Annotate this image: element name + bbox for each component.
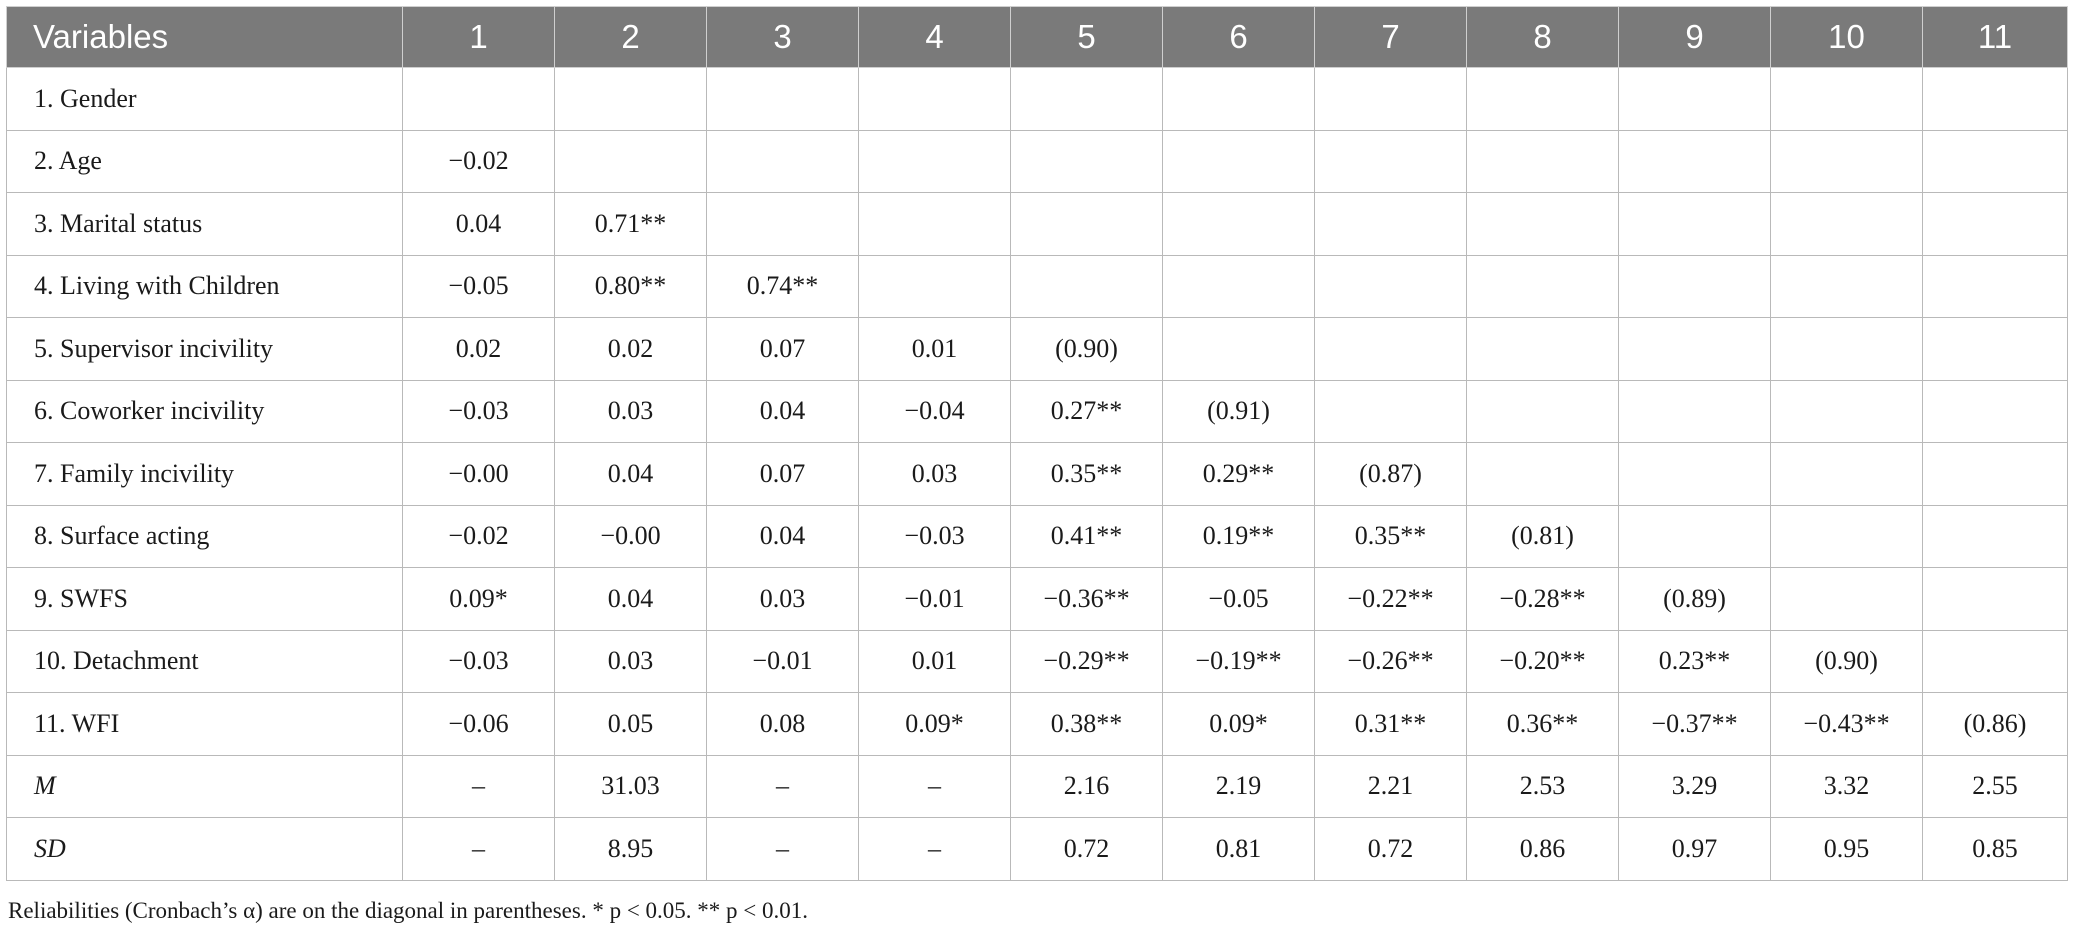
table-cell xyxy=(1315,380,1467,443)
row-label: 8. Surface acting xyxy=(7,505,403,568)
table-row xyxy=(7,130,2068,193)
table-cell: 31.03 xyxy=(555,755,707,818)
row-label: 1. Gender xyxy=(7,68,403,131)
table-cell xyxy=(1315,68,1467,131)
table-cell: −0.03 xyxy=(403,630,555,693)
table-cell: 0.72 xyxy=(1011,818,1163,881)
table-cell xyxy=(1619,68,1771,131)
table-cell xyxy=(1923,255,2068,318)
table-cell xyxy=(1619,318,1771,381)
table-cell: 0.09* xyxy=(403,568,555,631)
table-cell xyxy=(1771,193,1923,256)
table-cell: −0.05 xyxy=(403,255,555,318)
table-cell: (0.91) xyxy=(1163,380,1315,443)
table-row xyxy=(7,568,2068,631)
table-cell xyxy=(1771,68,1923,131)
table-cell: 0.03 xyxy=(859,443,1011,506)
table-cell xyxy=(1923,318,2068,381)
table-cell: −0.43** xyxy=(1771,693,1923,756)
table-cell: 2.53 xyxy=(1467,755,1619,818)
row-label: 11. WFI xyxy=(7,693,403,756)
table-cell xyxy=(1771,255,1923,318)
table-cell: 0.36** xyxy=(1467,693,1619,756)
row-label: 5. Supervisor incivility xyxy=(7,318,403,381)
table-cell xyxy=(1923,505,2068,568)
header-variables: Variables xyxy=(7,7,403,68)
table-cell: −0.03 xyxy=(403,380,555,443)
table-cell: (0.90) xyxy=(1771,630,1923,693)
table-cell: 2.19 xyxy=(1163,755,1315,818)
table-cell xyxy=(1923,193,2068,256)
table-row xyxy=(7,193,2068,256)
table-row xyxy=(7,318,2068,381)
table-cell: – xyxy=(707,755,859,818)
table-cell: −0.36** xyxy=(1011,568,1163,631)
header-col-3: 3 xyxy=(707,7,859,68)
table-row xyxy=(7,68,2068,131)
table-cell xyxy=(555,130,707,193)
table-cell: −0.29** xyxy=(1011,630,1163,693)
table-cell: – xyxy=(859,818,1011,881)
table-cell xyxy=(1163,318,1315,381)
table-cell: 0.03 xyxy=(555,630,707,693)
table-cell: 0.01 xyxy=(859,630,1011,693)
table-cell: (0.90) xyxy=(1011,318,1163,381)
table-cell xyxy=(859,130,1011,193)
table-cell: −0.05 xyxy=(1163,568,1315,631)
table-cell xyxy=(1467,318,1619,381)
table-cell: −0.22** xyxy=(1315,568,1467,631)
row-label: 2. Age xyxy=(7,130,403,193)
table-cell: 0.38** xyxy=(1011,693,1163,756)
table-cell: 0.19** xyxy=(1163,505,1315,568)
table-cell: 0.09* xyxy=(859,693,1011,756)
table-cell xyxy=(1011,130,1163,193)
table-cell xyxy=(1619,130,1771,193)
table-cell: 0.03 xyxy=(555,380,707,443)
table-cell: −0.19** xyxy=(1163,630,1315,693)
table-cell xyxy=(1923,130,2068,193)
table-cell: (0.89) xyxy=(1619,568,1771,631)
table-cell: 8.95 xyxy=(555,818,707,881)
table-cell xyxy=(1467,380,1619,443)
table-cell: −0.03 xyxy=(859,505,1011,568)
table-cell xyxy=(1315,130,1467,193)
table-cell: 0.41** xyxy=(1011,505,1163,568)
table-cell: −0.00 xyxy=(555,505,707,568)
table-cell: −0.04 xyxy=(859,380,1011,443)
table-cell: 2.55 xyxy=(1923,755,2068,818)
header-col-6: 6 xyxy=(1163,7,1315,68)
table-cell xyxy=(1467,130,1619,193)
table-cell xyxy=(1923,630,2068,693)
header-col-5: 5 xyxy=(1011,7,1163,68)
row-label: 6. Coworker incivility xyxy=(7,380,403,443)
table-cell xyxy=(1923,380,2068,443)
table-cell: −0.20** xyxy=(1467,630,1619,693)
table-cell xyxy=(859,193,1011,256)
table-cell xyxy=(1771,505,1923,568)
header-col-1: 1 xyxy=(403,7,555,68)
table-cell: 0.81 xyxy=(1163,818,1315,881)
header-col-7: 7 xyxy=(1315,7,1467,68)
row-label: 4. Living with Children xyxy=(7,255,403,318)
row-label: M xyxy=(7,755,403,818)
table-cell xyxy=(555,68,707,131)
header-col-8: 8 xyxy=(1467,7,1619,68)
table-cell: 0.09* xyxy=(1163,693,1315,756)
table-cell: 0.04 xyxy=(403,193,555,256)
table-cell xyxy=(1619,255,1771,318)
table-cell: 0.71** xyxy=(555,193,707,256)
table-cell xyxy=(1011,68,1163,131)
table-cell xyxy=(1619,193,1771,256)
table-cell xyxy=(403,68,555,131)
table-cell: −0.37** xyxy=(1619,693,1771,756)
table-cell: 0.02 xyxy=(403,318,555,381)
row-label: 7. Family incivility xyxy=(7,443,403,506)
table-cell: 0.01 xyxy=(859,318,1011,381)
table-cell xyxy=(1923,443,2068,506)
table-cell: 0.74** xyxy=(707,255,859,318)
table-cell xyxy=(1163,130,1315,193)
header-col-9: 9 xyxy=(1619,7,1771,68)
table-cell: 0.27** xyxy=(1011,380,1163,443)
table-cell: 0.08 xyxy=(707,693,859,756)
correlation-table xyxy=(6,6,2068,881)
table-cell: (0.86) xyxy=(1923,693,2068,756)
header-col-11: 11 xyxy=(1923,7,2068,68)
table-footnote: Reliabilities (Cronbach’s α) are on the diagonal in parentheses. * p < 0.05. ** p < 0.01. xyxy=(8,898,809,923)
table-cell xyxy=(1163,255,1315,318)
table-cell: −0.26** xyxy=(1315,630,1467,693)
table-cell: 0.07 xyxy=(707,318,859,381)
table-cell: 0.80** xyxy=(555,255,707,318)
row-label: 10. Detachment xyxy=(7,630,403,693)
table-cell: 0.86 xyxy=(1467,818,1619,881)
table-cell: 2.21 xyxy=(1315,755,1467,818)
table-cell: −0.00 xyxy=(403,443,555,506)
table-cell: 0.31** xyxy=(1315,693,1467,756)
table-cell: 0.35** xyxy=(1011,443,1163,506)
table-cell: 0.04 xyxy=(707,505,859,568)
table-cell: – xyxy=(859,755,1011,818)
table-cell: 0.04 xyxy=(555,568,707,631)
table-cell xyxy=(1467,193,1619,256)
table-cell xyxy=(1771,568,1923,631)
table-cell: 0.95 xyxy=(1771,818,1923,881)
table-cell xyxy=(1619,505,1771,568)
table-cell xyxy=(859,68,1011,131)
table-cell xyxy=(1923,68,2068,131)
table-cell xyxy=(707,68,859,131)
table-cell: 0.05 xyxy=(555,693,707,756)
table-cell: −0.01 xyxy=(707,630,859,693)
table-cell: 0.02 xyxy=(555,318,707,381)
table-cell xyxy=(1467,443,1619,506)
table-cell xyxy=(1315,255,1467,318)
table-cell: −0.01 xyxy=(859,568,1011,631)
table-cell xyxy=(1315,193,1467,256)
table-cell: (0.81) xyxy=(1467,505,1619,568)
table-row xyxy=(7,443,2068,506)
row-label: 3. Marital status xyxy=(7,193,403,256)
table-cell: 0.04 xyxy=(555,443,707,506)
table-cell xyxy=(1315,318,1467,381)
table-cell xyxy=(707,193,859,256)
table-cell: 3.32 xyxy=(1771,755,1923,818)
table-cell xyxy=(1467,255,1619,318)
table-cell: – xyxy=(707,818,859,881)
row-label: 9. SWFS xyxy=(7,568,403,631)
table-cell: 0.23** xyxy=(1619,630,1771,693)
table-cell: (0.87) xyxy=(1315,443,1467,506)
table-cell: 0.85 xyxy=(1923,818,2068,881)
table-cell xyxy=(1467,68,1619,131)
header-col-2: 2 xyxy=(555,7,707,68)
table-row xyxy=(7,505,2068,568)
table-cell xyxy=(1163,193,1315,256)
table-cell xyxy=(1923,568,2068,631)
table-cell: 0.72 xyxy=(1315,818,1467,881)
table-cell xyxy=(1619,443,1771,506)
table-cell: −0.06 xyxy=(403,693,555,756)
table-cell xyxy=(1771,130,1923,193)
table-cell: – xyxy=(403,818,555,881)
table-cell xyxy=(1011,255,1163,318)
header-col-10: 10 xyxy=(1771,7,1923,68)
table-cell: 0.97 xyxy=(1619,818,1771,881)
correlation-table-container xyxy=(6,6,2067,881)
table-cell: 0.35** xyxy=(1315,505,1467,568)
table-cell: 0.03 xyxy=(707,568,859,631)
table-cell xyxy=(1163,68,1315,131)
table-cell xyxy=(707,130,859,193)
header-col-4: 4 xyxy=(859,7,1011,68)
table-cell: 2.16 xyxy=(1011,755,1163,818)
table-row xyxy=(7,255,2068,318)
row-label: SD xyxy=(7,818,403,881)
table-header-row xyxy=(7,7,2068,68)
table-row xyxy=(7,755,2068,818)
table-cell: −0.02 xyxy=(403,130,555,193)
table-row xyxy=(7,380,2068,443)
table-cell: 0.07 xyxy=(707,443,859,506)
table-cell: – xyxy=(403,755,555,818)
table-row xyxy=(7,818,2068,881)
table-cell: −0.02 xyxy=(403,505,555,568)
table-cell: 3.29 xyxy=(1619,755,1771,818)
table-cell: −0.28** xyxy=(1467,568,1619,631)
table-body xyxy=(7,68,2068,881)
table-cell xyxy=(1771,443,1923,506)
table-row xyxy=(7,630,2068,693)
table-cell xyxy=(859,255,1011,318)
table-cell: 0.29** xyxy=(1163,443,1315,506)
table-cell xyxy=(1771,380,1923,443)
table-cell xyxy=(1011,193,1163,256)
table-cell: 0.04 xyxy=(707,380,859,443)
table-cell xyxy=(1771,318,1923,381)
table-row xyxy=(7,693,2068,756)
table-cell xyxy=(1619,380,1771,443)
